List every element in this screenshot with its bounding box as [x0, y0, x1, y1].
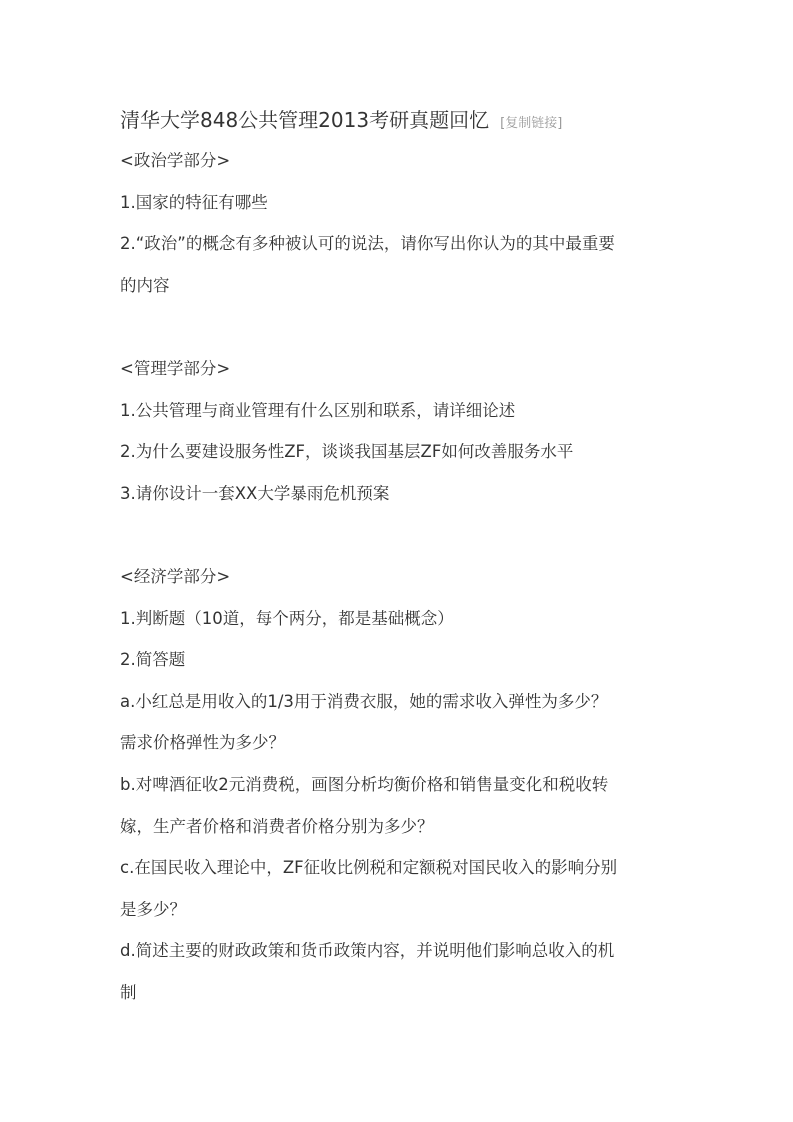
question-line: 3.请你设计一套XX大学暴雨危机预案: [120, 483, 390, 503]
section-heading: <经济学部分>: [120, 566, 231, 586]
document-title: 清华大学848公共管理2013考研真题回忆: [120, 108, 490, 132]
question-line: 2.简答题: [120, 650, 186, 670]
question-line: 1.判断题（10道，每个两分，都是基础概念）: [120, 608, 454, 628]
question-line: 嫁，生产者价格和消费者价格分别为多少？: [120, 816, 434, 836]
copy-link-button[interactable]: [复制链接]: [500, 116, 563, 131]
blank-line: [120, 514, 680, 556]
question-line: 2.“政治”的概念有多种被认可的说法，请你写出你认为的其中最重要: [120, 234, 615, 254]
question-line: 需求价格弹性为多少？: [120, 733, 285, 753]
question-line: 的内容: [120, 275, 170, 295]
question-line: c.在国民收入理论中，ZF征收比例税和定额税对国民收入的影响分别: [120, 858, 618, 878]
question-line: 1.公共管理与商业管理有什么区别和联系，请详细论述: [120, 400, 516, 420]
section-heading: <管理学部分>: [120, 358, 231, 378]
question-line: b.对啤酒征收2元消费税，画图分析均衡价格和销售量变化和税收转: [120, 774, 609, 794]
section-management: [120, 348, 680, 514]
section-economics: [120, 556, 680, 1014]
blank-line: [120, 306, 680, 348]
section-heading: <政治学部分>: [120, 151, 231, 170]
section-politics: [120, 140, 680, 306]
question-line: 2.为什么要建设服务性ZF，谈谈我国基层ZF如何改善服务水平: [120, 442, 574, 462]
question-line: 是多少？: [120, 899, 186, 919]
title-row: [120, 104, 680, 140]
question-line: a.小红总是用收入的1/3用于消费衣服，她的需求收入弹性为多少？: [120, 691, 608, 711]
question-line: d.简述主要的财政政策和货币政策内容，并说明他们影响总收入的机: [120, 941, 615, 961]
document-page: [120, 104, 680, 1013]
question-line: 1.国家的特征有哪些: [120, 192, 268, 212]
question-line: 制: [120, 982, 137, 1002]
